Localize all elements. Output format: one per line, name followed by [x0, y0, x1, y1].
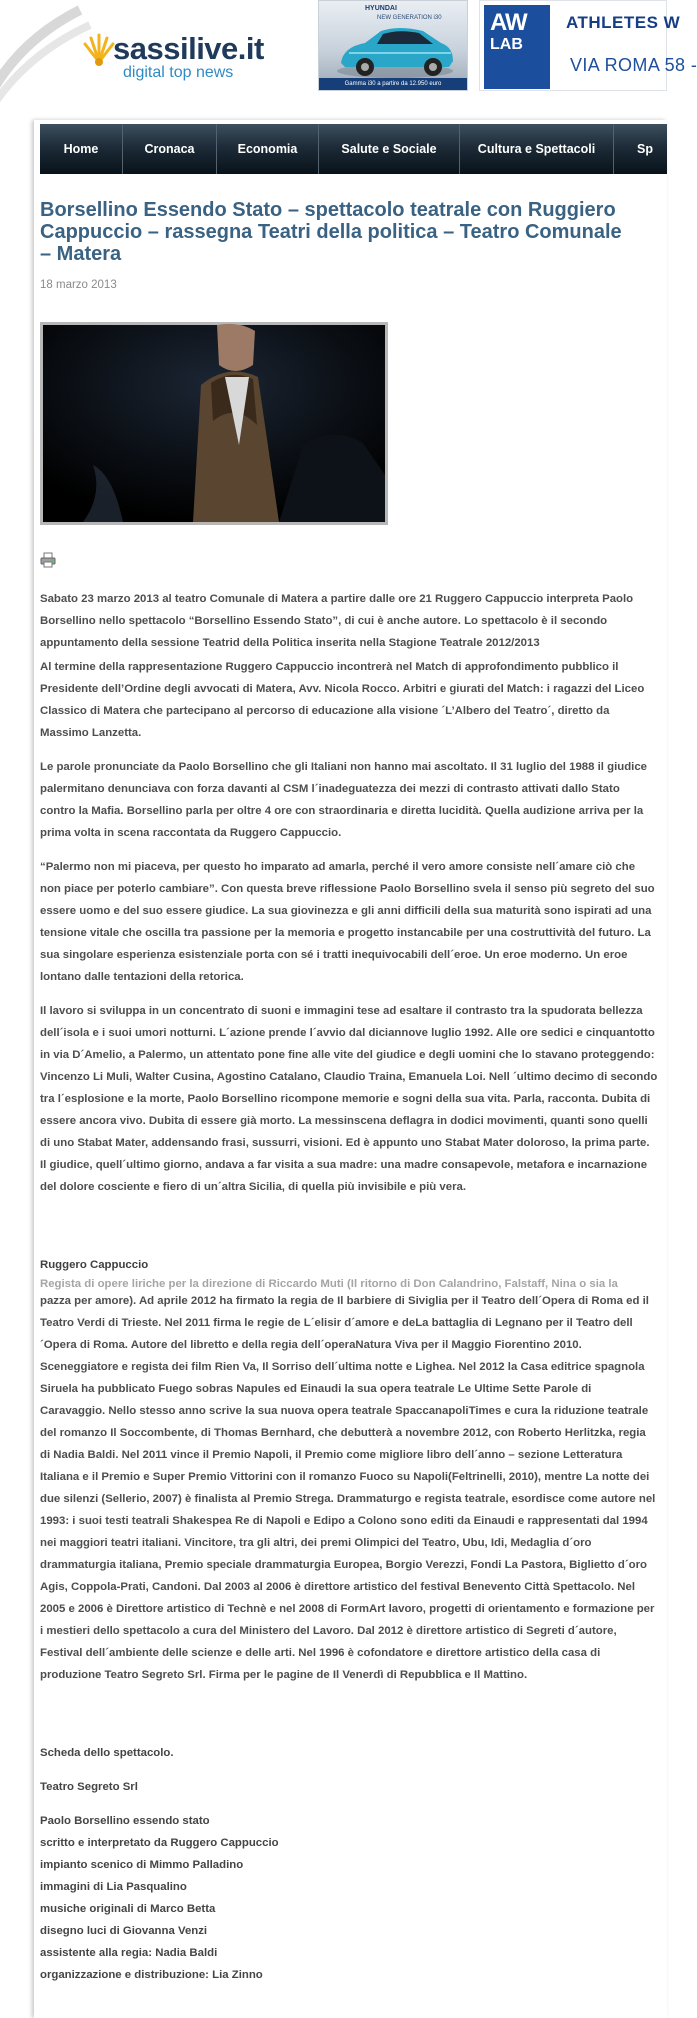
logo-name: sassilive.it — [113, 31, 264, 66]
credit-line: immagini di Lia Pasqualino — [40, 1881, 187, 1893]
store-ad-logo-line1: AW — [490, 9, 527, 36]
credit-line: organizzazione e distribuzione: Lia Zinno — [40, 1969, 263, 1981]
article-paragraph: Al termine della rappresentazione Ruggero Cappuccio incontrerà nel Match di approfondimento pubblico il Presidente dell’Ordine degli avvocati di Matera, Avv. Nicola Rocco. Arbitri e giurati del Match: i ragazzi del Liceo Classico di Matera che partecipano al percorso di educazione alla visione ´L’Albero del Teatro´, diretto da Massimo Lanzetta. — [40, 661, 645, 739]
print-icon[interactable] — [40, 552, 56, 568]
credit-line: Paolo Borsellino essendo stato — [40, 1815, 210, 1827]
car-ad-price-bar: Gamma i30 a partire da 12.950 euro — [319, 78, 467, 90]
store-ad-logo — [484, 5, 550, 89]
nav-item-economia[interactable]: Economia — [217, 124, 319, 174]
car-ad-brand: HYUNDAI — [365, 5, 397, 12]
store-ad-address: VIA ROMA 58 - — [570, 55, 697, 75]
article-date: 18 marzo 2013 — [40, 279, 117, 291]
car-ad-model: NEW GENERATION i30 — [377, 15, 442, 21]
credit-line: assistente alla regia: Nadia Baldi — [40, 1947, 218, 1959]
author-bio: pazza per amore). Ad aprile 2012 ha firmato la regia de Il barbiere di Siviglia per il Teatro dell´Opera di Roma ed il Teatro Verdi di Trieste. Nel 2011 firma le regie de L´elisir d´amore e deLa battaglia di Legnano per il Teatro dell´Opera di Roma. Autore del libretto e della regia dell´operaNatura Viva per il Maggio Fiorentino 2010. Sceneggiatore e regista dei film Rien Va, Il Sorriso dell´ultima notte e Lighea. Nel 2012 la Casa editrice spagnola Siruela ha pubblicato Fuego sobras Napules ed Einaudi la sua opera teatrale Le Ultime Sette Parole di Caravaggio. Nello stesso anno scrive la sua nuova opera teatrale SpaccanapoliTimes e cura la riduzione teatrale del romanzo Il Soccombente, di Thomas Bernhard, che debutterà a novembre 2012, con Roberto Herlitzka, regia di Nadia Baldi. Nel 2011 vince il Premio Napoli, il Premio come migliore libro dell´anno – sezione Letteratura Italiana e il Premio e Super Premio Vittorini con il romanzo Fuoco su Napoli(Feltrinelli, 2010), mentre La notte dei due silenzi (Sellerio, 2007) è finalista al Premio Strega. Drammaturgo e regista teatrale, esordisce come autore nel 1993: i suoi testi teatrali Shakespea Re di Napoli e Edipo a Colono sono editi da Einaudi e rappresentati dal 1994 nei maggiori teatri italiani. Vincitore, tra gli altri, dei premi Olimpici del Teatro, Ubu, Idi, Medaglia d´oro drammaturgia italiana, Premio speciale drammaturgia Europea, Borgio Verezzi, Fondi La Pastora, Biglietto d´oro Agis, Coppola-Prati, Candoni. Dal 2003 al 2006 è direttore artistico del festival Benevento Città Spettacolo. Nel 2005 e 2006 è Direttore artistico di Technè e nel 2008 di FormArt lavoro, progetti di orientamento e formazione per i mestieri dello spettacolo a cura del Ministero del Lavoro. Dal 2012 è direttore artistico di Segreti d´autore, Festival dell´ambiente delle scienze e delle arti. Nel 1996 è cofondatore e direttore artistico della casa di produzione Teatro Segreto Srl. Firma per le pagine de Il Venerdì di Repubblica e Il Mattino. — [40, 1295, 656, 1681]
nav-item-cultura-spettacoli[interactable]: Cultura e Spettacoli — [460, 124, 614, 174]
credit-line: disegno luci di Giovanna Venzi — [40, 1925, 208, 1937]
article-body — [40, 588, 658, 1986]
nav-item-sport[interactable]: Sp — [637, 142, 653, 156]
scheda-title: Scheda dello spettacolo. — [40, 1747, 174, 1759]
credit-line: musiche originali di Marco Betta — [40, 1903, 216, 1915]
author-name: Ruggero Cappuccio — [40, 1259, 149, 1271]
store-ad-title: ATHLETES W — [566, 13, 681, 32]
production-company: Teatro Segreto Srl — [40, 1781, 138, 1793]
nav-item-salute-sociale[interactable]: Salute e Sociale — [319, 124, 460, 174]
article-title[interactable]: Borsellino Essendo Stato – spettacolo teatrale con Ruggiero Cappuccio – rassegna Teatri della politica – Teatro Comunale – Matera — [40, 199, 622, 265]
store-ad-banner[interactable] — [479, 0, 697, 91]
credit-line: impianto scenico di Mimmo Palladino — [40, 1859, 244, 1871]
car-ad-banner[interactable] — [318, 0, 468, 91]
nav-item-home[interactable]: Home — [40, 124, 123, 174]
article-paragraph: “Palermo non mi piaceva, per questo ho imparato ad amarla, perché il vero amore consiste nell´amare ciò che non piace per poterlo cambiare”. Con questa breve riflessione Paolo Borsellino svela il senso più segreto del suo essere uomo e del suo essere giudice. La sua giovinezza e gli anni difficili della sua maturità sono ispirati ad una tensione vitale che oscilla tra passione per la memoria e progetto instancabile per una costruttività del futuro. La sua singolare esperienza esistenziale porta con sé i tratti inequivocabili dell´eroe. Un eroe moderno. Un eroe lontano dalle tentazioni della retorica. — [40, 861, 655, 983]
article-photo — [40, 322, 388, 525]
nav-item-cronaca[interactable]: Cronaca — [123, 124, 217, 174]
article-paragraph: Sabato 23 marzo 2013 al teatro Comunale di Matera a partire dalle ore 21 Ruggero Cappuccio interpreta Paolo Borsellino nello spettacolo “Borsellino Essendo Stato”, di cui è anche autore. Lo spettacolo è il secondo appuntamento della sessione Teatrid della Politica inserita nella Stagione Teatrale 2012/2013 — [40, 593, 634, 649]
logo-rays-icon — [81, 32, 117, 68]
logo-tagline: digital top news — [123, 64, 234, 81]
article-paragraph: Le parole pronunciate da Paolo Borsellino che gli Italiani non hanno mai ascoltato. Il 31 luglio del 1988 il giudice palermitano denunciava con forza davanti al CSM l´inadeguatezza dei mezzi di contrasto attivati dallo Stato contro la Mafia. Borsellino parla per oltre 4 ore con straordinaria e diretta lucidità. Quella audizione arriva per la prima volta in scena raccontata da Ruggero Cappuccio. — [40, 761, 647, 839]
credits-list — [40, 1810, 658, 1986]
author-bio-overlapped-line: Regista di opere liriche per la direzione di Riccardo Muti (Il ritorno di Don Calandrino, Falstaff, Nina o sia la — [40, 1278, 618, 1290]
credit-line: scritto e interpretato da Ruggero Cappuccio — [40, 1837, 279, 1849]
store-ad-logo-line2: LAB — [490, 36, 523, 53]
article-paragraph: Il lavoro si sviluppa in un concentrato di suoni e immagini tese ad esaltare il contrasto tra la spudorata bellezza dell´isola e i suoi umori notturni. L´azione prende l´avvio dal diciannove luglio 1992. Alle ore sedici e cinquantotto in via D´Amelio, a Palermo, un attentato pone fine alle vite del giudice e degli uomini che lo stavano proteggendo: Vincenzo Li Muli, Walter Cusina, Agostino Catalano, Claudio Traina, Emanuela Loi. Nell ´ultimo decimo di secondo tra l´esplosione e la morte, Paolo Borsellino ricompone memorie e sogni della sua vita. Parla, racconta. Dubita di essere ancora vivo. Dubita di essere già morto. La messinscena deflagra in dodici movimenti, quanti sono quelli di uno Stabat Mater, addensando frasi, sussurri, visioni. Ed è appunto uno Stabat Mater doloroso, la prima parte. Il giudice, quell´ultimo giorno, andava a far visita a sua madre: una madre consapevole, metafora e incarnazione del dolore cosciente e fiero di un´altra Sicilia, di quella più invisibile e più vera. — [40, 1005, 658, 1193]
photo-actor-image — [43, 325, 385, 522]
site-logo[interactable] — [75, 26, 305, 86]
main-nav — [40, 124, 667, 174]
